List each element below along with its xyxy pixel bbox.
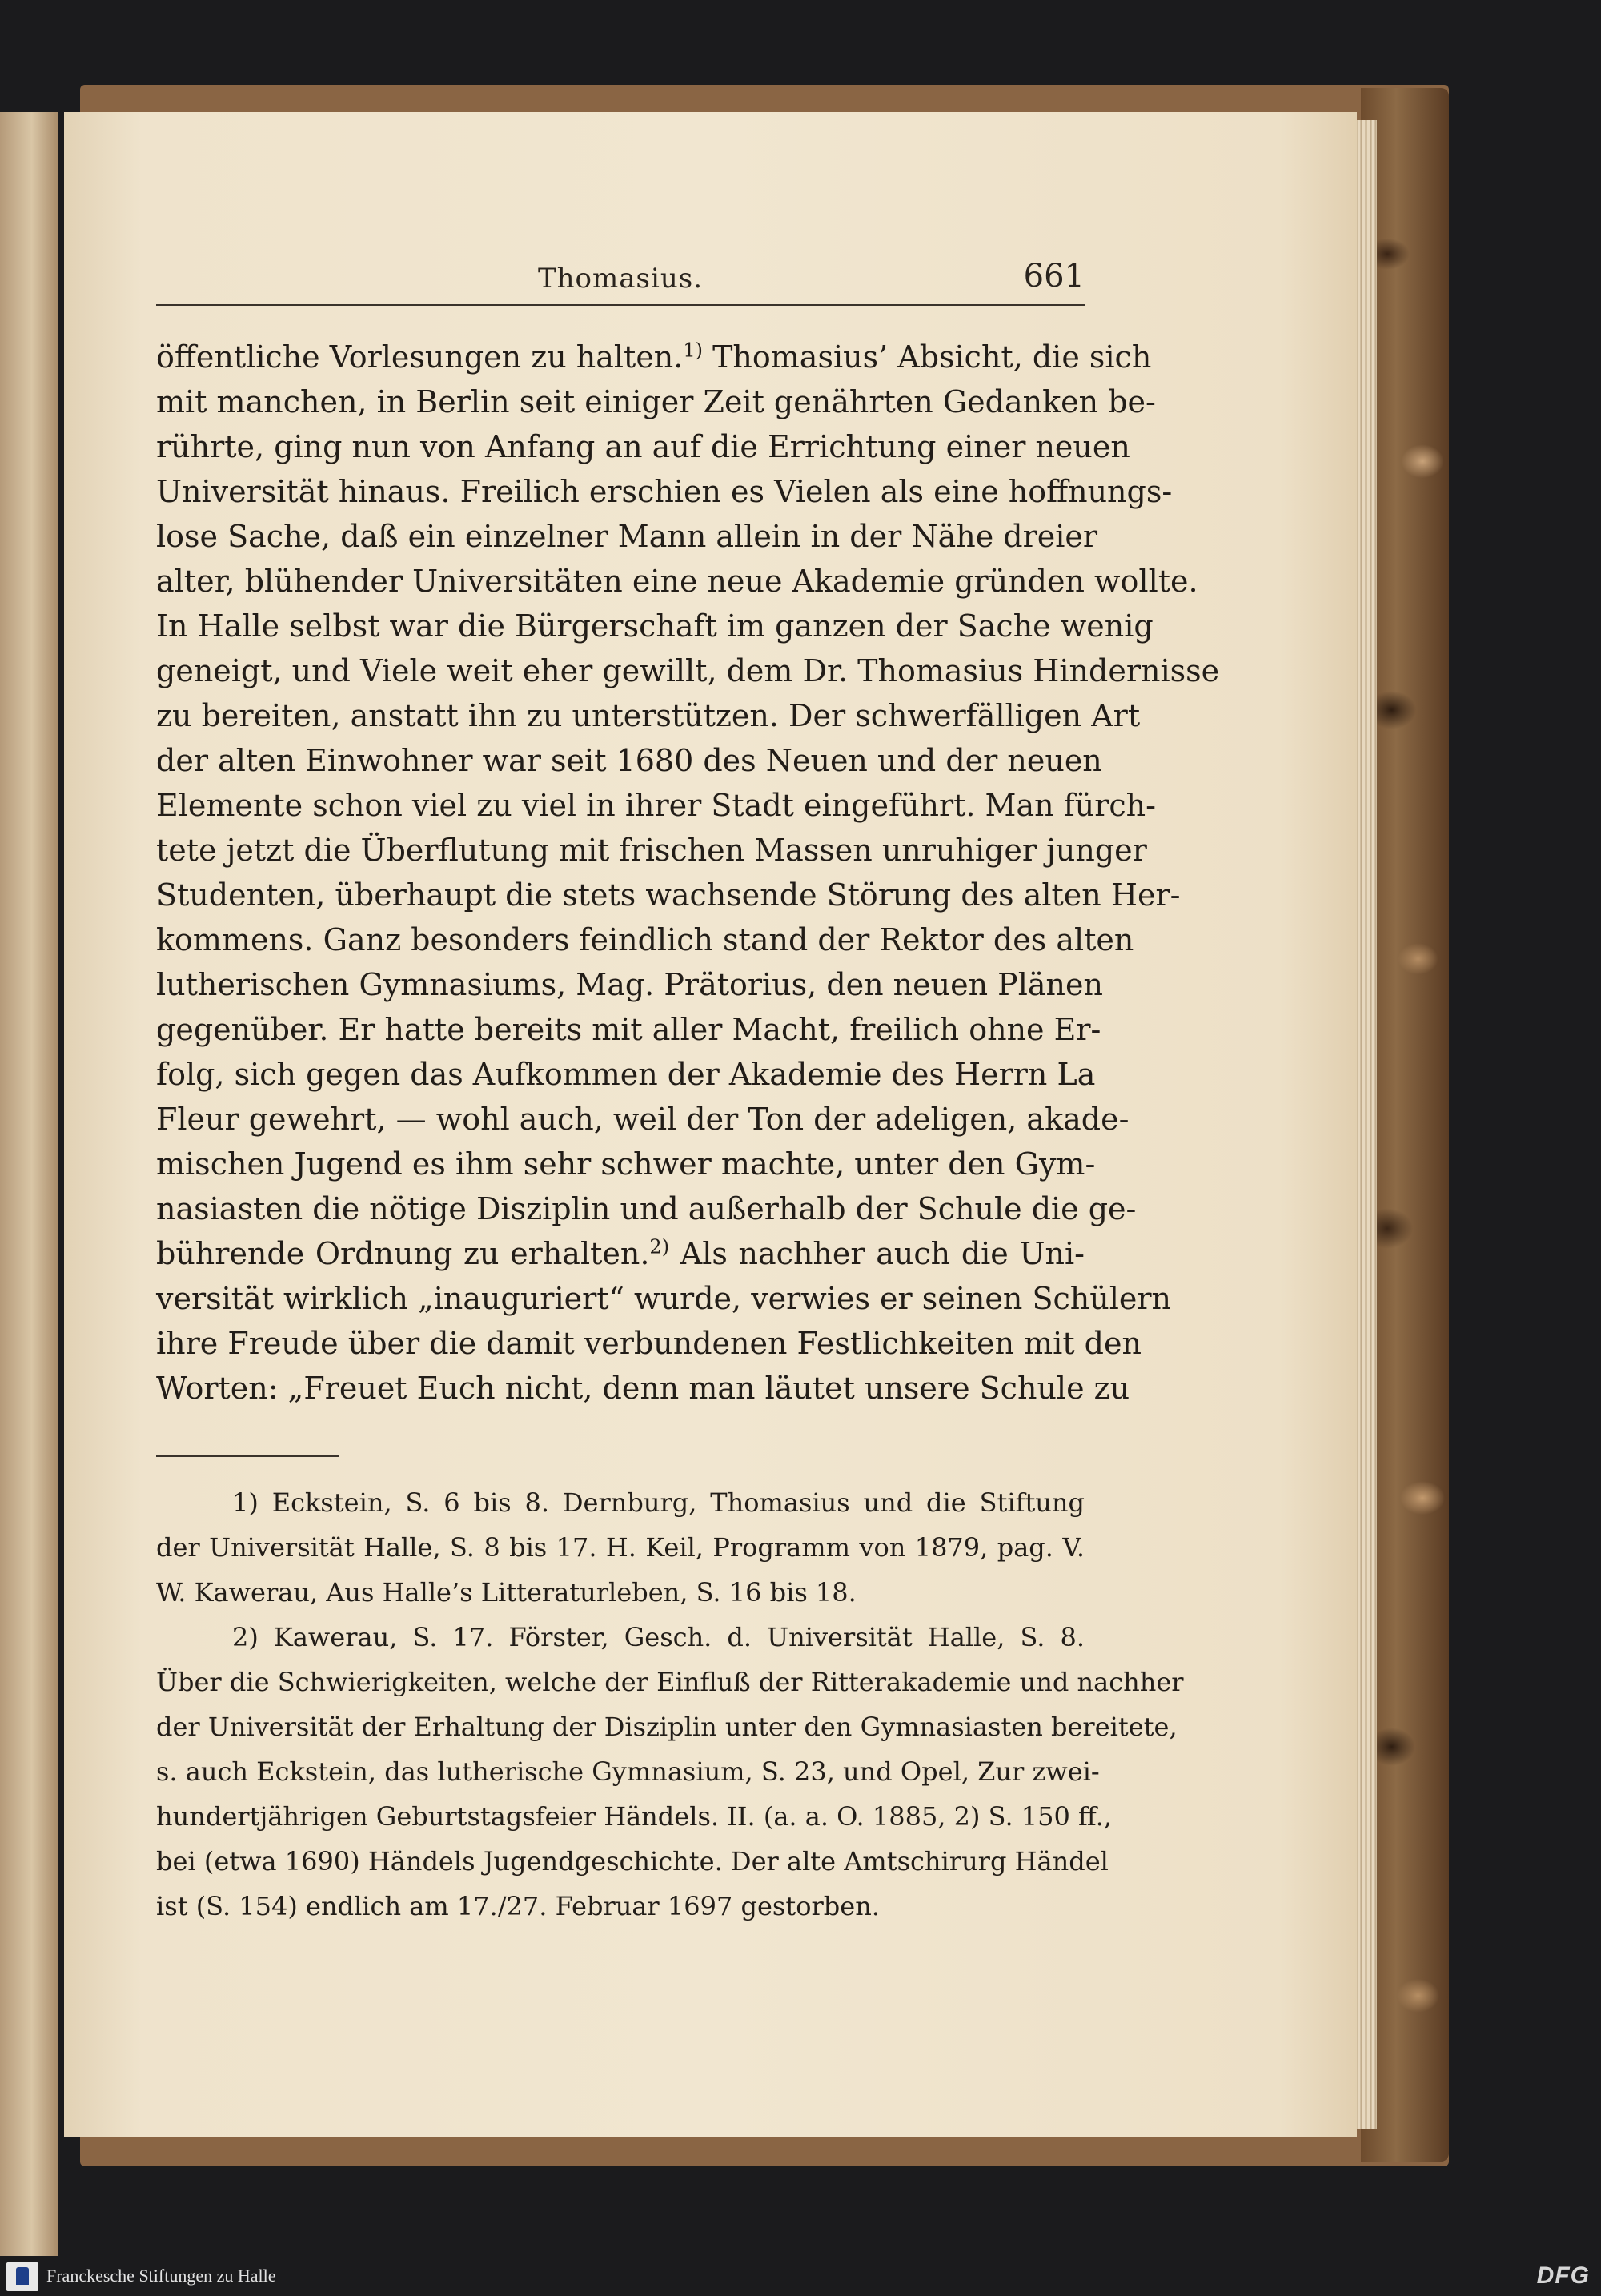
text-line: rührte, ging nun von Anfang an auf die Errichtung einer neuen [156, 429, 1130, 464]
left-facing-page-edge [0, 112, 58, 2258]
footnote-line: der Universität Halle, S. 8 bis 17. H. Keil, Programm von 1879, pag. V. [156, 1532, 1085, 1563]
text-line: versität wirklich „inauguriert“ wurde, verwies er seinen Schülern [156, 1281, 1171, 1316]
page-number: 661 [1023, 258, 1085, 295]
text-line: mischen Jugend es ihm sehr schwer machte, unter den Gym- [156, 1146, 1096, 1182]
text-line: nasiasten die nötige Disziplin und außerhalb der Schule die ge- [156, 1191, 1137, 1226]
text-line: alter, blühender Universitäten eine neue Akademie gründen wollte. [156, 564, 1198, 599]
institution-logo-icon [6, 2262, 38, 2291]
text-line: geneigt, und Viele weit eher gewillt, dem Dr. Thomasius Hindernisse [156, 653, 1220, 688]
text-line: ihre Freude über die damit verbundenen Festlichkeiten mit den [156, 1326, 1142, 1361]
text-line: zu bereiten, anstatt ihn zu unterstützen. Der schwerfälligen Art [156, 698, 1141, 733]
text-line: bührende Ordnung zu erhalten.$^{2)}$ Als nachher auch die Uni- [156, 1235, 1085, 1271]
text-line: tete jetzt die Überflutung mit frischen Massen unruhiger junger [156, 833, 1147, 868]
text-line: folg, sich gegen das Aufkommen der Akademie des Herrn La [156, 1057, 1096, 1092]
footnote-line: bei (etwa 1690) Händels Jugendgeschichte. Der alte Amtschirurg Händel [156, 1846, 1109, 1877]
footnote-mark: 1) [683, 339, 703, 362]
footnote-mark: 2) [649, 1235, 670, 1258]
footnote-line: ist (S. 154) endlich am 17./27. Februar 1697 gestorben. [156, 1891, 880, 1921]
footnote-line: Über die Schwierigkeiten, welche der Einfluß der Ritterakademie und nachher [156, 1667, 1184, 1697]
footnote-line: der Universität der Erhaltung der Disziplin unter den Gymnasiasten bereitete, [156, 1712, 1178, 1742]
institution-name: Franckesche Stiftungen zu Halle [46, 2266, 276, 2286]
text-line: mit manchen, in Berlin seit einiger Zeit genährten Gedanken be- [156, 384, 1156, 419]
text-line: Fleur gewehrt, — wohl auch, weil der Ton der adeligen, akade- [156, 1102, 1130, 1137]
page-header [156, 255, 1085, 306]
footnote-line: hundertjährigen Geburtstagsfeier Händels. II. (a. a. O. 1885, 2) S. 150 ff., [156, 1801, 1112, 1832]
footnote-line: 2) Kawerau, S. 17. Förster, Gesch. d. Universität Halle, S. 8. [232, 1622, 1085, 1652]
footnote-divider [156, 1455, 339, 1457]
text-line: lose Sache, daß ein einzelner Mann allein in der Nähe dreier [156, 519, 1098, 554]
running-title: Thomasius. [537, 263, 704, 295]
text-line: gegenüber. Er hatte bereits mit aller Macht, freilich ohne Er- [156, 1012, 1101, 1047]
text-line: Elemente schon viel zu viel in ihrer Stadt eingeführt. Man fürch- [156, 788, 1156, 823]
text-line: Worten: „Freuet Euch nicht, denn man läutet unsere Schule zu [156, 1371, 1130, 1406]
text-line: der alten Einwohner war seit 1680 des Neuen und der neuen [156, 743, 1102, 778]
footnote-line: 1) Eckstein, S. 6 bis 8. Dernburg, Thomasius und die Stiftung [232, 1487, 1085, 1518]
footnotes [156, 1481, 1184, 1929]
text-line: kommens. Ganz besonders feindlich stand der Rektor des alten [156, 922, 1134, 957]
text-line: Universität hinaus. Freilich erschien es Vielen als eine hoffnungs- [156, 474, 1173, 509]
footnote-line: W. Kawerau, Aus Halle’s Litteraturleben, S. 16 bis 18. [156, 1577, 857, 1608]
main-text [156, 335, 1220, 1411]
footnote-line: s. auch Eckstein, das lutherische Gymnasium, S. 23, und Opel, Zur zwei- [156, 1756, 1100, 1787]
text-line: lutherischen Gymnasiums, Mag. Prätorius, den neuen Plänen [156, 967, 1103, 1002]
text-line: öffentliche Vorlesungen zu halten.$^{1)}$ Thomasius’ Absicht, die sich [156, 339, 1152, 375]
dfg-logo: DFG [1536, 2262, 1590, 2289]
text-line: Studenten, überhaupt die stets wachsende Störung des alten Her- [156, 877, 1181, 913]
text-line: In Halle selbst war die Bürgerschaft im ganzen der Sache wenig [156, 608, 1154, 644]
